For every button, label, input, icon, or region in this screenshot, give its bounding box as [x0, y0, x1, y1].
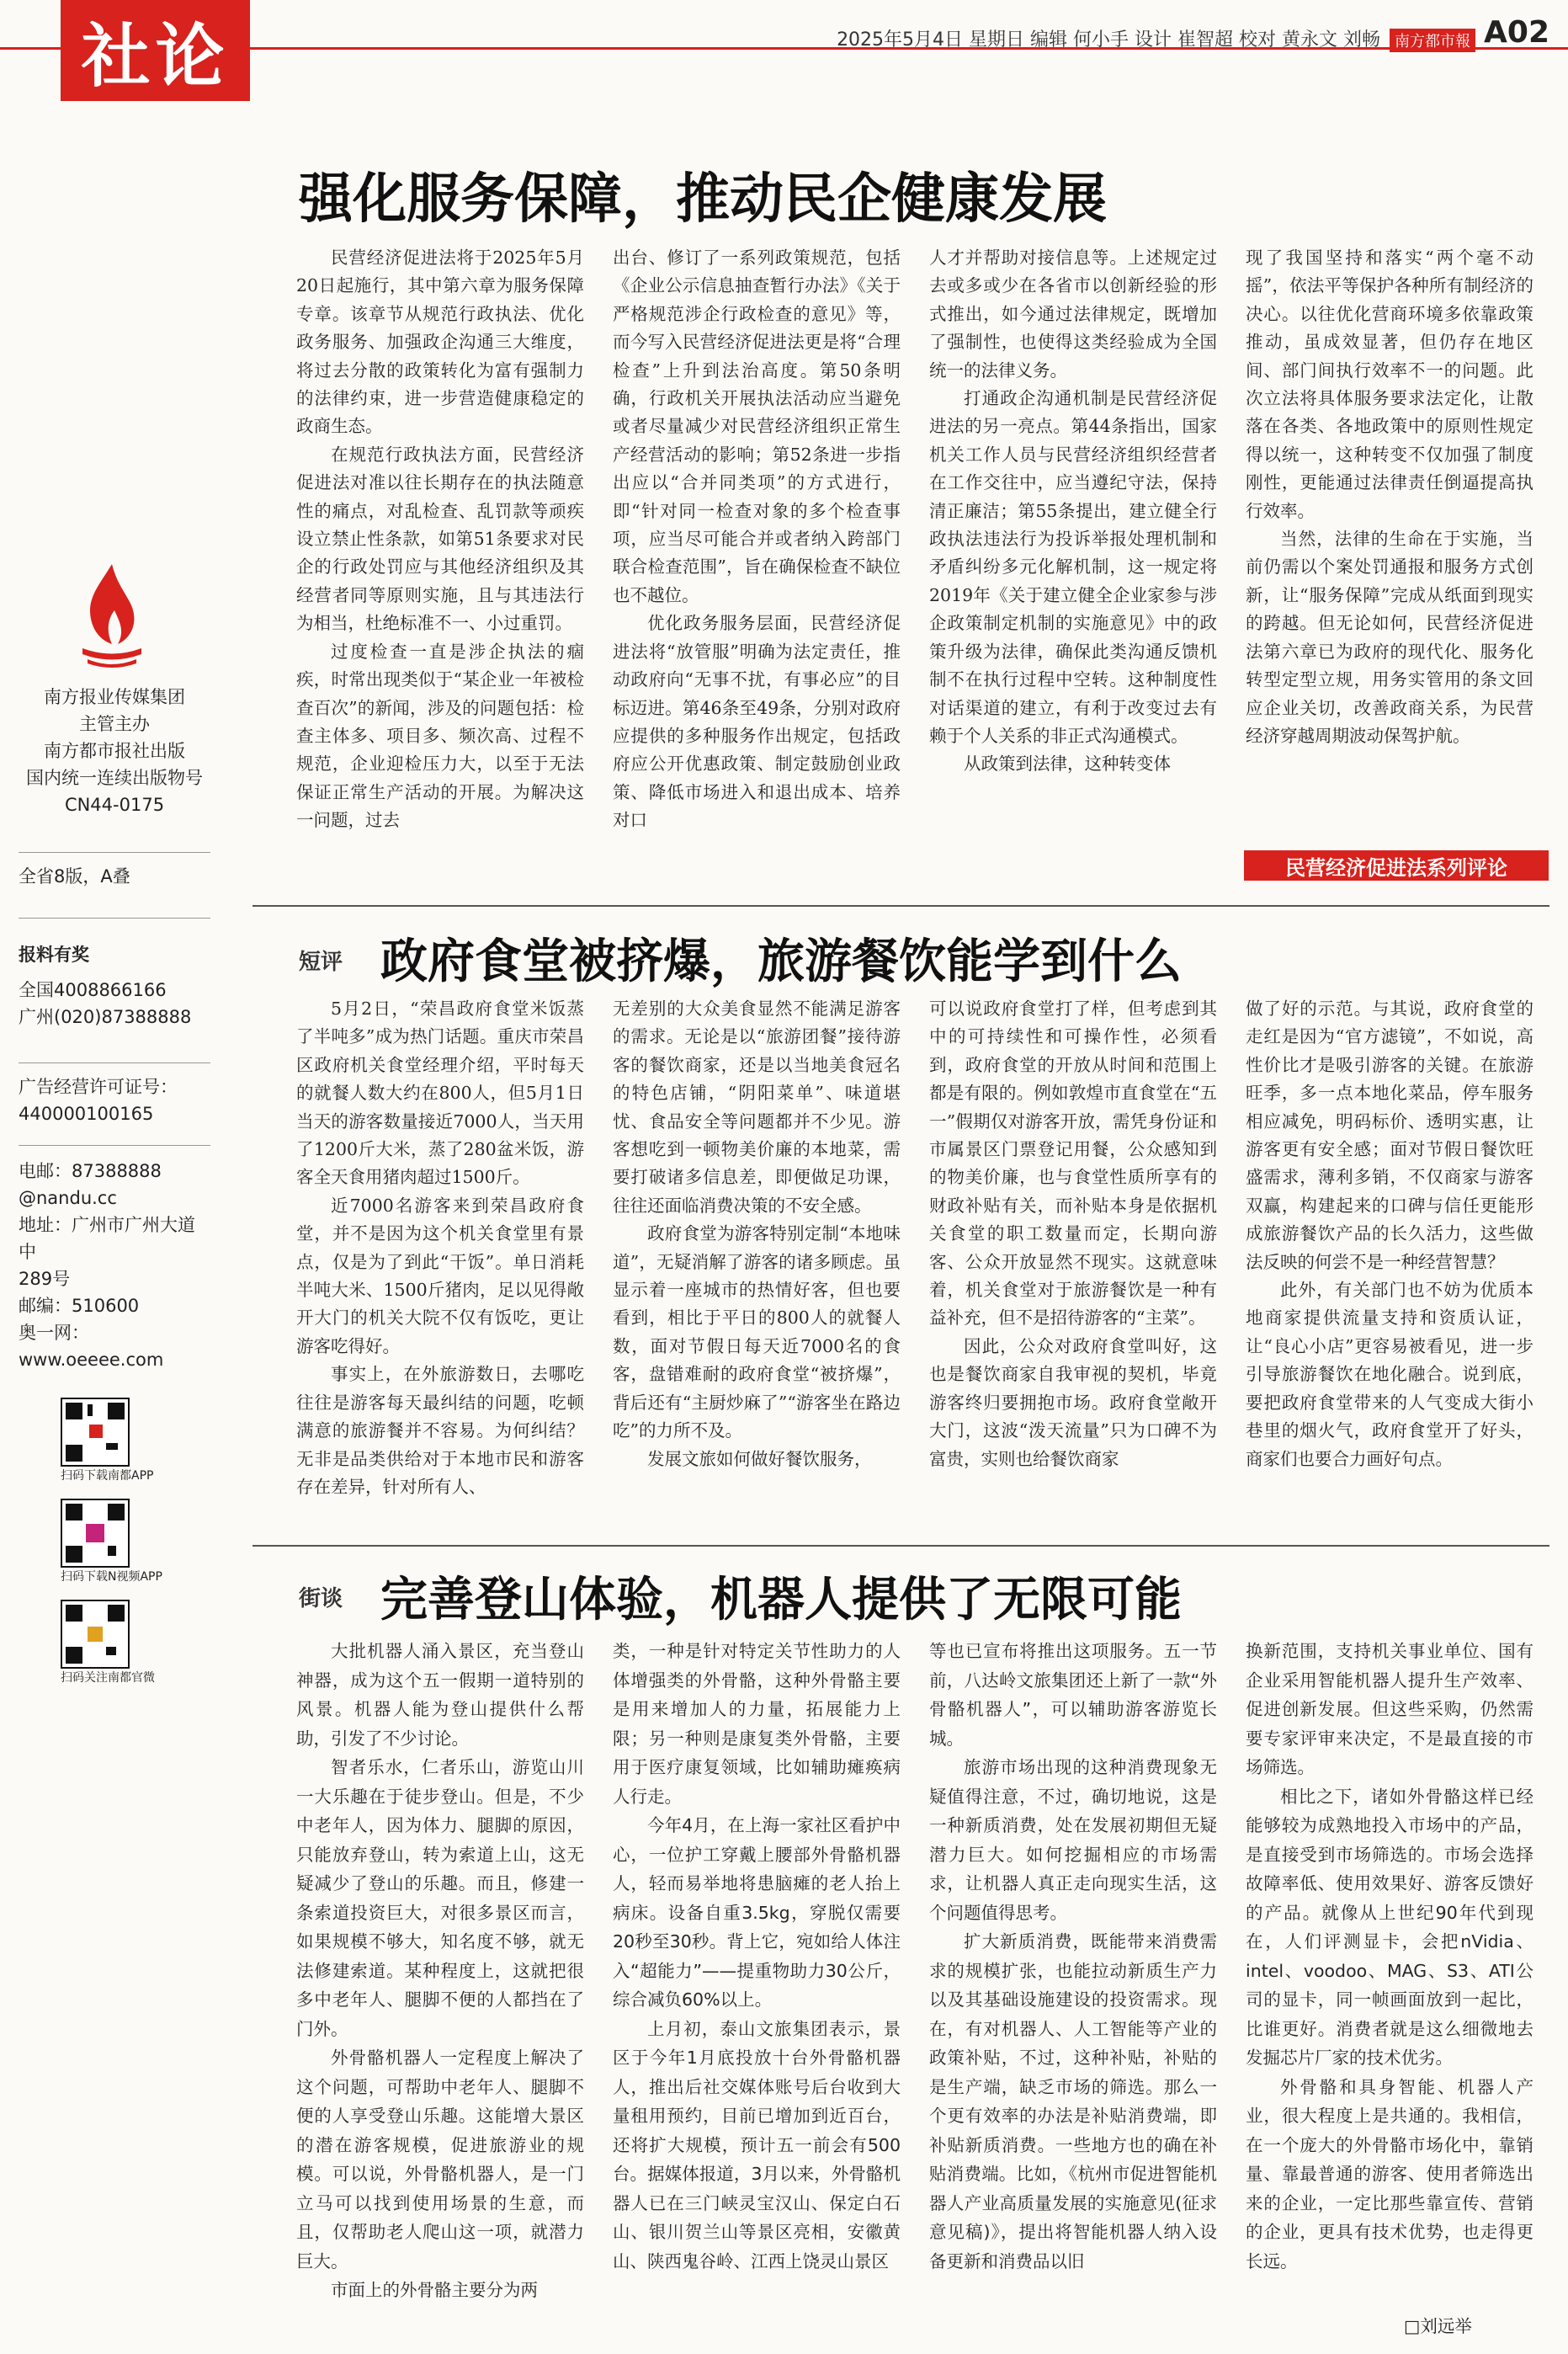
paragraph: 大批机器人涌入景区，充当登山神器，成为这个五一假期一道特别的风景。机器人能为登山提供什么帮助，引发了不少讨论。 — [296, 1641, 584, 1749]
contact-line: 地址：广州市广州大道中 — [19, 1215, 195, 1262]
paragraph: 无差别的大众美食显然不能满足游客的需求。无论是以“旅游团餐”接待游客的餐饮商家，还是以当地美食冠名的特色店铺，“阴阳菜单”、味道堪忧、食品安全等问题都并不少见。游客想吃到一顿物美价廉的本地菜，需要打破诸多信息差，即便做足功课，往往还面临消费决策的不安全感。 — [613, 999, 901, 1216]
publisher-line: 主管主办 — [79, 714, 150, 734]
paragraph: 现了我国坚持和落实“两个毫不动摇”，依法平等保护各种所有制经济的决心。以往优化营商环境多依靠政策推动，虽成效显著，但仍存在地区间、部门间执行效率不一的问题。此次立法将具体服务要求法定化，让散落在各类、各地政策中的原则性规定得以统一，这种转变不仅加强了制度刚性，更能通过法律责任倒逼提高执行效率。 — [1246, 248, 1533, 521]
paragraph: 类，一种是针对特定关节性助力的人体增强类的外骨骼，这种外骨骼主要是用来增加人的力量，拓展能力上限；另一种则是康复类外骨骼，主要用于医疗康复领域，比如辅助瘫痪病人行走。 — [613, 1641, 901, 1807]
qr-code-app[interactable] — [61, 1398, 130, 1467]
qr-label: 扫码下载南都APP — [61, 1469, 154, 1483]
paragraph: 可以说政府食堂打了样，但考虑到其中的可持续性和可操作性，必须看到，政府食堂的开放从时间和范围上都是有限的。例如敦煌市直食堂在“五一”假期仅对游客开放，需凭身份证和市属景区门票登记用餐，公众感知到的物美价廉，也与食堂性质所享有的财政补贴有关，而补贴本身是依据机关食堂的职工数量而定，长期向游客、公众开放显然不现实。这就意味着，机关食堂对于旅游餐饮是一种有益补充，但不是招待游客的“主菜”。 — [929, 999, 1217, 1329]
section-masthead: 社论 — [61, 0, 250, 101]
article3-kicker: 街谈 — [299, 1586, 343, 1611]
issue-info: 2025年5月4日 星期日 编辑 何小手 设计 崔智超 校对 黄永文 刘畅 — [837, 29, 1380, 51]
paragraph: 近7000名游客来到荣昌政府食堂，并不是因为这个机关食堂里有景点，仅是为了到此“干饭”。单日消耗半吨大米、1500斤猪肉，足以见得敞开大门的机关大院不仅有饭吃，更让游客吃得好。 — [296, 1195, 584, 1356]
news-tip-line: 全国4008866166 — [19, 980, 167, 1000]
paragraph: 出台、修订了一系列政策规范，包括《企业公示信息抽查暂行办法》《关于严格规范涉企行政检查的意见》等，而今写入民营经济促进法更是将“合理检查”上升到法治高度。第50条明确，行政机关开展执法活动应当避免或者尽量减少对民营经济组织正常生产经营活动的影响；第52条进一步指出应以“合并同类项”的方式进行，即“针对同一检查对象的多个检查事项，应当尽可能合并或者纳入跨部门联合检查范围”，旨在确保检查不缺位也不越位。 — [613, 248, 901, 605]
paragraph: 优化政务服务层面，民营经济促进法将“放管服”明确为法定责任，推动政府向“无事不扰，有事必应”的目标迈进。第46条至49条，分别对政府应提供的多种服务作出规定，包括政府应公开优惠政策、制定鼓励创业政策、降低市场进入和退出成本、培养对口 — [613, 613, 901, 831]
article3-title: 完善登山体验，机器人提供了无限可能 — [380, 1573, 1182, 1627]
article2-column — [296, 995, 584, 1534]
paragraph: 外骨骼机器人一定程度上解决了这个问题，可帮助中老年人、腿脚不便的人享受登山乐趣。这能增大景区的潜在游客规模，促进旅游业的规模。可以说，外骨骼机器人，是一门立马可以找到使用场景的生意，而且，仅帮助老人爬山这一项，就潜力巨大。 — [296, 2048, 584, 2271]
series-tag: 民营经济促进法系列评论 — [1244, 850, 1549, 881]
article1-title: 强化服务保障，推动民企健康发展 — [299, 168, 1107, 231]
article3-column — [296, 1637, 584, 2335]
paragraph: 今年4月，在上海一家社区看护中心，一位护工穿戴上腰部外骨骼机器人，轻而易举地将患脑瘫的老人抬上病床。设备自重3.5kg，穿脱仅需要20秒至30秒。背上它，宛如给人体注入“超能力”——提重物助力30公斤，综合减负60%以上。 — [613, 1815, 901, 2010]
publisher-line: 南方都市报社出版 — [44, 741, 185, 761]
paragraph: 旅游市场出现的这种消费现象无疑值得注意，不过，确切地说，这是一种新质消费，处在发展初期但无疑潜力巨大。如何挖掘相应的市场需求，让机器人真正走向现实生活，这个问题值得思考。 — [929, 1757, 1217, 1923]
paragraph: 扩大新质消费，既能带来消费需求的规模扩张，也能拉动新质生产力以及其基础设施建设的投资需求。现在，有对机器人、人工智能等产业的政策补贴，不过，这种补贴，补贴的是生产端，缺乏市场的筛选。那么一个更有效率的办法是补贴消费端，即补贴新质消费。一些地方也的确在补贴消费端。比如，《杭州市促进智能机器人产业高质量发展的实施意见(征求意见稿)》，提出将智能机器人纳入设备更新和消费品以旧 — [929, 1931, 1217, 2271]
paragraph: 在规范行政执法方面，民营经济促进法对准以往长期存在的执法随意性的痛点，对乱检查、乱罚款等顽疾设立禁止性条款，如第51条要求对民企的行政处罚应与其他经济组织及其经营者同等原则实施，且与其违法行为相当，杜绝标准不一、小过重罚。 — [296, 444, 584, 634]
paragraph: 换新范围，支持机关事业单位、国有企业采用智能机器人提升生产效率、促进创新发展。但这些采购，仍然需要专家评审来决定，不是最直接的市场筛选。 — [1246, 1641, 1533, 1777]
article2-column — [1246, 995, 1533, 1534]
article3-author: □刘远举 — [1399, 2312, 1472, 2337]
contact-line: 奥一网： — [19, 1323, 89, 1343]
publisher-info — [19, 684, 210, 818]
paragraph: 做了好的示范。与其说，政府食堂的走红是因为“官方滤镜”，不如说，高性价比才是吸引游客的关键。在旅游旺季，多一点本地化菜品，停车服务相应减免，明码标价、透明实惠，让游客更有安全感；面对节假日餐饮旺盛需求，薄利多销，不仅商家与游客双赢，构建起来的口碑与信任更能形成旅游餐饮产品的长久活力，这些做法反映的何尝不是一种经营智慧？ — [1246, 999, 1533, 1272]
news-tip-line: 广州(020)87388888 — [19, 1007, 192, 1027]
article1-column — [613, 244, 901, 892]
ad-license-line: 广告经营许可证号： — [19, 1077, 178, 1097]
article1-column — [296, 244, 584, 892]
paragraph: 智者乐水，仁者乐山，游览山川一大乐趣在于徒步登山。但是，不少中老年人，因为体力、腿脚的原因，只能放弃登山，转为索道上山，这无疑减少了登山的乐趣。而且，修建一条索道投资巨大，对很多景区而言，如果规模不够大，知名度不够，就无法修建索道。某种程度上，这就把很多中老年人、腿脚不便的人都挡在了门外。 — [296, 1757, 584, 2039]
sidebar-divider — [19, 1062, 210, 1063]
article3-column — [1246, 1637, 1533, 2335]
qr-label: 扫码下载N视频APP — [61, 1570, 162, 1584]
paragraph: 人才并帮助对接信息等。上述规定过去或多或少在各省市以创新经验的形式推出，如今通过法律规定，既增加了强制性，也使得这类经验成为全国统一的法律义务。 — [929, 248, 1217, 381]
article3-column — [929, 1637, 1217, 2335]
flame-logo-icon — [74, 560, 150, 669]
article1-column — [929, 244, 1217, 892]
contact-line: 289号 — [19, 1269, 71, 1289]
qr-code-video-app[interactable] — [61, 1499, 130, 1568]
paragraph: 事实上，在外旅游数日，去哪吃往往是游客每天最纠结的问题，吃顿满意的旅游餐并不容易。为何纠结？无非是品类供给对于本地市民和游客存在差异，针对所有人、 — [296, 1364, 584, 1497]
paragraph: 相比之下，诸如外骨骼这样已经能够较为成熟地投入市场中的产品，是直接受到市场筛选的。市场会选择故障率低、使用效果好、游客反馈好的产品。就像从上世纪90年代到现在，人们评测显卡，会把nVidia、intel、voodoo、MAG、S3、ATI公司的显卡，同一帧画面放到一起比，比谁更好。消费者就是这么细微地去发掘芯片厂家的技术优劣。 — [1246, 1786, 1533, 2068]
qr-code-weibo[interactable] — [61, 1600, 130, 1669]
ad-license-line: 440000100165 — [19, 1104, 154, 1124]
contact-line: www.oeeee.com — [19, 1350, 164, 1370]
page-number: A02 — [1484, 15, 1549, 50]
paragraph: 民营经济促进法将于2025年5月20日起施行，其中第六章为服务保障专章。该章节从规范行政执法、优化政务服务、加强政企沟通三大维度，将过去分散的政策转化为富有强制力的法律约束，进一步营造健康稳定的政商生态。 — [296, 248, 584, 437]
paragraph: 政府食堂为游客特别定制“本地味道”，无疑消解了游客的诸多顾虑。虽显示着一座城市的热情好客，但也要看到，相比于平日的800人的就餐人数，面对节假日每天近7000名的食客，盘错难耐的政府食堂“被挤爆”，背后还有“主厨炒麻了”“游客坐在路边吃”的力所不及。 — [613, 1223, 901, 1441]
paragraph: 外骨骼和具身智能、机器人产业，很大程度上是共通的。我相信，在一个庞大的外骨骼市场化中，靠销量、靠最普通的游客、使用者筛选出来的企业，一定比那些靠宣传、营销的企业，更具有技术优势，也走得更长远。 — [1246, 2076, 1533, 2271]
section-divider — [252, 905, 1549, 907]
article1-column — [1246, 244, 1533, 833]
paragraph: 过度检查一直是涉企执法的痼疾，时常出现类似于“某企业一年被检查百次”的新闻，涉及的问题包括：检查主体多、项目多、频次高、过程不规范，企业迎检压力大，以至于无法保证正常生产活动的开展。为解决这一问题，过去 — [296, 641, 584, 831]
article2-column — [613, 995, 901, 1534]
section-divider — [252, 1545, 1549, 1547]
paragraph: 5月2日，“荣昌政府食堂米饭蒸了半吨多”成为热门话题。重庆市荣昌区政府机关食堂经理介绍，平时每天的就餐人数大约在800人，但5月1日当天的游客数量接近7000人，当天用了1200斤大米，蒸了280盆米饭，游客全天食用猪肉超过1500斤。 — [296, 999, 584, 1188]
paragraph: 发展文旅如何做好餐饮服务， — [647, 1448, 872, 1469]
page-info — [837, 25, 1475, 52]
paragraph: 等也已宣布将推出这项服务。五一节前，八达岭文旅集团还上新了一款“外骨骼机器人”，可以辅助游客游览长城。 — [929, 1641, 1217, 1749]
article3-column — [613, 1637, 901, 2335]
paragraph: 打通政企沟通机制是民营经济促进法的另一亮点。第44条指出，国家机关工作人员与民营经济组织经营者在工作交往中，应当遵纪守法，保持清正廉洁；第55条提出，建立健全行政执法违法行为投诉举报处理机制和矛盾纠纷多元化解机制，这一规定将2019年《关于建立健全企业家参与涉企政策制定机制的实施意见》中的政策升级为法律，确保此类沟通反馈机制不在执行过程中空转。这种制度性对话渠道的建立，有利于改变过去有赖于个人关系的非正式沟通模式。 — [929, 388, 1217, 746]
ad-license-block — [19, 1073, 210, 1127]
paragraph: 上月初，泰山文旅集团表示，景区于今年1月底投放十台外骨骼机器人，推出后社交媒体账号后台收到大量租用预约，目前已增加到近百台，还将扩大规模，预计五一前会有500台。据媒体报道，3月以来，外骨骼机器人已在三门峡灵宝汉山、保定白石山、银川贺兰山等景区亮相，安徽黄山、陕西鬼谷岭、江西上饶灵山景区 — [613, 2018, 901, 2271]
contact-block — [19, 1158, 210, 1373]
publisher-line: 国内统一连续出版物号 — [26, 768, 203, 788]
newspaper-logo-tag: 南方都市報 — [1390, 29, 1475, 52]
publisher-line: 南方报业传媒集团 — [44, 687, 185, 707]
contact-line: 邮编：510600 — [19, 1296, 140, 1316]
paragraph: 因此，公众对政府食堂叫好，这也是餐饮商家自我审视的契机，毕竟游客终归要拥抱市场。政府食堂敞开大门，这波“泼天流量”只为口碑不为富贵，实则也给餐饮商家 — [929, 1335, 1217, 1469]
contact-line: 电邮：87388888 — [19, 1161, 162, 1181]
article2-title: 政府食堂被挤爆，旅游餐饮能学到什么 — [380, 935, 1182, 989]
paragraph: 此外，有关部门也不妨为优质本地商家提供流量支持和资质认证，让“良心小店”更容易被看见，进一步引导旅游餐饮在地化融合。说到底，要把政府食堂带来的人气变成大街小巷里的烟火气，政府食堂开了好头，商家们也要合力画好句点。 — [1246, 1280, 1533, 1469]
sidebar-divider — [19, 852, 210, 853]
news-tip-title: 报料有奖 — [19, 945, 89, 965]
paragraph: 当然，法律的生命在于实施，当前仍需以个案处罚通报和服务方式创新，让“服务保障”完成从纸面到现实的跨越。但无论如何，民营经济促进法第六章已为政府的现代化、服务化转型定型立规，用务实管用的条文回应企业关切，改善政商关系，为民营经济穿越周期波动保驾护航。 — [1246, 529, 1533, 746]
qr-label: 扫码关注南都官微 — [61, 1671, 155, 1685]
article2-column — [929, 995, 1217, 1534]
paragraph: 市面上的外骨骼主要分为两 — [331, 2280, 538, 2300]
sidebar-divider — [19, 918, 210, 919]
sidebar-divider — [19, 1145, 210, 1146]
paragraph: 从政策到法律，这种转变体 — [964, 754, 1171, 775]
news-tip-block — [19, 941, 210, 1031]
contact-line: @nandu.cc — [19, 1188, 117, 1208]
edition-info: 全省8版，A叠 — [19, 866, 130, 887]
publisher-line: CN44-0175 — [64, 795, 165, 815]
article2-kicker: 短评 — [299, 950, 343, 975]
